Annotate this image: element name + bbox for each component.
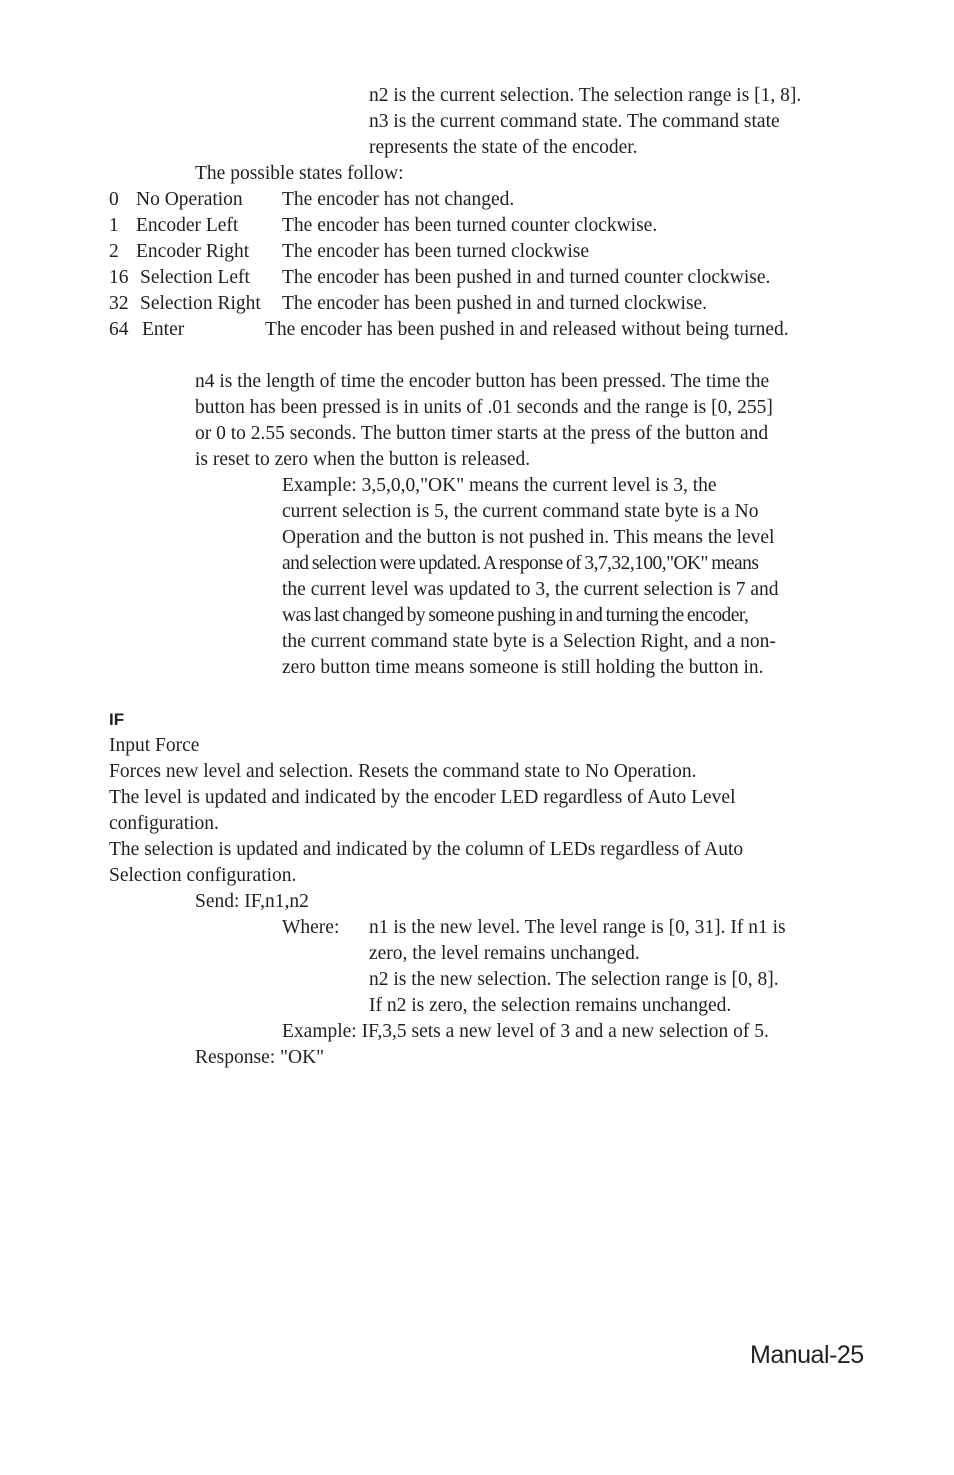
paragraph-line: button has been pressed is in units of .01 seconds and the range is [0, 255] — [195, 397, 773, 418]
response-line: Response: "OK" — [195, 1047, 325, 1068]
example-line: Example: IF,3,5 sets a new level of 3 and a new selection of 5. — [282, 1021, 769, 1042]
section-title: Input Force — [109, 735, 200, 756]
state-name: Selection Right — [140, 293, 261, 314]
state-description: The encoder has been pushed in and turned clockwise. — [282, 293, 708, 314]
state-name: Selection Left — [140, 267, 250, 288]
state-name: Encoder Left — [136, 215, 239, 236]
example-line: current selection is 5, the current command state byte is a No — [282, 501, 759, 522]
where-line: zero, the level remains unchanged. — [369, 943, 640, 964]
state-code: 2 — [109, 241, 119, 262]
paragraph-line: is reset to zero when the button is released. — [195, 449, 531, 470]
example-line: was last changed by someone pushing in and turning the encoder, — [282, 605, 749, 626]
paragraph-line: or 0 to 2.55 seconds. The button timer starts at the press of the button and — [195, 423, 769, 444]
state-code: 32 — [109, 293, 129, 314]
example-line: Operation and the button is not pushed in. This means the level — [282, 527, 775, 548]
state-description: The encoder has been turned counter clockwise. — [282, 215, 658, 236]
state-name: No Operation — [136, 189, 243, 210]
section-line: The level is updated and indicated by the encoder LED regardless of Auto Level — [109, 787, 736, 808]
where-label: Where: — [282, 917, 340, 938]
where-line: n2 is the new selection. The selection range is [0, 8]. — [369, 969, 779, 990]
state-description: The encoder has not changed. — [282, 189, 515, 210]
section-line: Forces new level and selection. Resets the command state to No Operation. — [109, 761, 697, 782]
state-code: 1 — [109, 215, 119, 236]
example-line: and selection were updated. A response of 3,7,32,100,"OK" means — [282, 553, 759, 574]
section-line: Selection configuration. — [109, 865, 297, 886]
example-line: the current command state byte is a Selection Right, and a non- — [282, 631, 776, 652]
state-name: Enter — [142, 319, 185, 340]
n2-description: n2 is the current selection. The selection range is [1, 8]. — [369, 85, 802, 106]
example-line: zero button time means someone is still holding the button in. — [282, 657, 764, 678]
section-line: configuration. — [109, 813, 219, 834]
send-command: Send: IF,n1,n2 — [195, 891, 309, 912]
state-code: 0 — [109, 189, 119, 210]
n3-description-line-1: n3 is the current command state. The command state — [369, 111, 780, 132]
example-line: the current level was updated to 3, the current selection is 7 and — [282, 579, 779, 600]
paragraph-line: n4 is the length of time the encoder button has been pressed. The time the — [195, 371, 770, 392]
state-code: 16 — [109, 267, 129, 288]
page-number: Manual-25 — [750, 1341, 864, 1369]
example-line: Example: 3,5,0,0,"OK" means the current level is 3, the — [282, 475, 717, 496]
states-intro: The possible states follow: — [195, 163, 404, 184]
state-description: The encoder has been pushed in and released without being turned. — [265, 319, 789, 340]
state-description: The encoder has been turned clockwise — [282, 241, 589, 262]
where-line: n1 is the new level. The level range is [0, 31]. If n1 is — [369, 917, 786, 938]
state-description: The encoder has been pushed in and turned counter clockwise. — [282, 267, 771, 288]
state-code: 64 — [109, 319, 129, 340]
n3-description-line-2: represents the state of the encoder. — [369, 137, 638, 158]
state-name: Encoder Right — [136, 241, 250, 262]
where-line: If n2 is zero, the selection remains unchanged. — [369, 995, 732, 1016]
section-line: The selection is updated and indicated by the column of LEDs regardless of Auto — [109, 839, 744, 860]
section-heading: IF — [109, 710, 125, 729]
